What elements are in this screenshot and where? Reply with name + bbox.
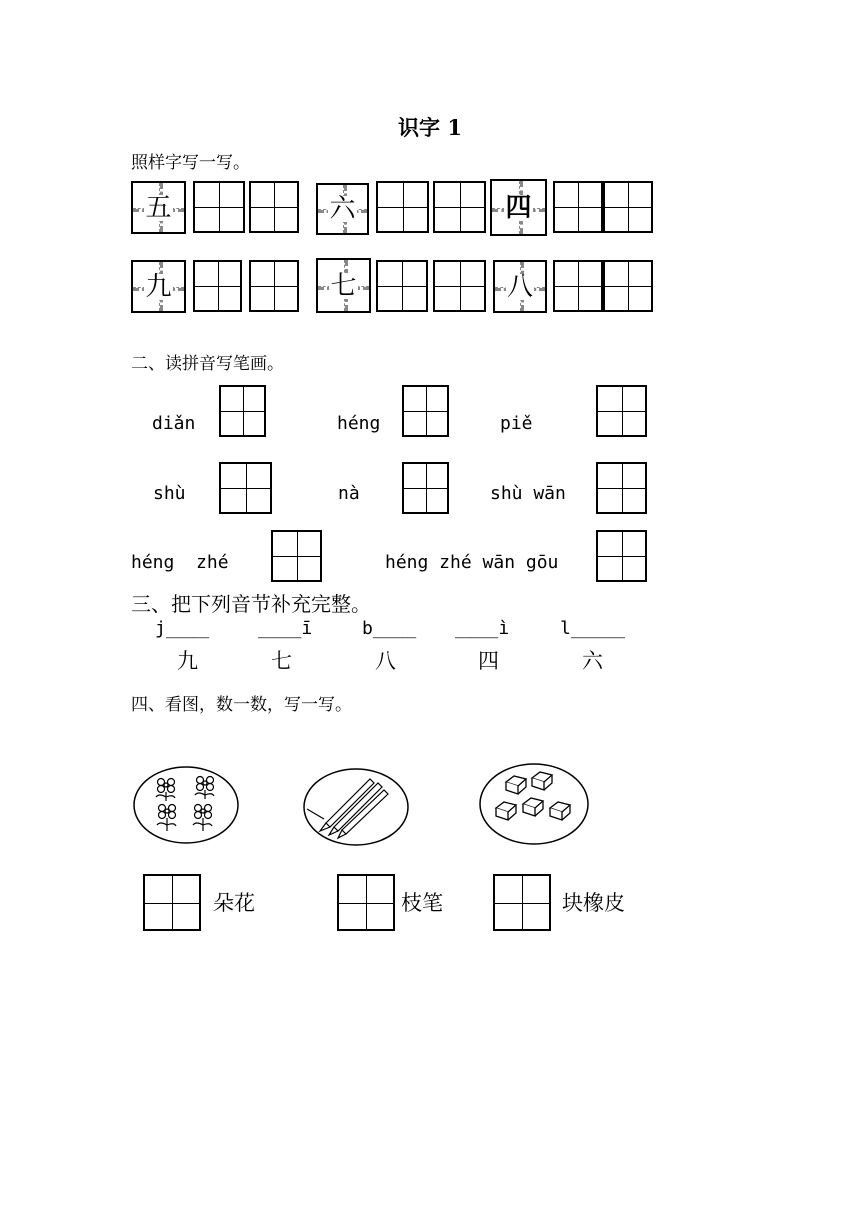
section1-heading: 照样字写一写。: [131, 153, 250, 173]
syllable-blank-5[interactable]: l_____: [560, 618, 626, 639]
section4-heading: 四、看图，数一数，写一写。: [131, 695, 352, 715]
answer-box-flowers[interactable]: [143, 874, 201, 931]
syllable-blank-2[interactable]: ____ī: [258, 618, 313, 639]
writing-box[interactable]: [603, 260, 653, 312]
sample-char-4: 九: [145, 271, 172, 302]
sample-box-6: [493, 260, 547, 313]
flowers-picture: [133, 765, 241, 845]
syllable-char-3: 八: [375, 649, 396, 673]
writing-box[interactable]: [603, 181, 653, 233]
pencils-picture: [302, 767, 410, 847]
syllable-blank-3[interactable]: b____: [362, 618, 417, 639]
pinyin-pie: piě: [500, 413, 533, 434]
writing-box[interactable]: [553, 181, 603, 233]
writing-box[interactable]: [433, 260, 486, 312]
pinyin-na: nà: [338, 483, 360, 504]
stroke-box[interactable]: [596, 530, 647, 582]
syllable-char-4: 四: [478, 649, 499, 673]
writing-box[interactable]: [376, 181, 429, 233]
pinyin-shu: shù: [153, 483, 186, 504]
label-erasers: 块橡皮: [562, 891, 625, 915]
erasers-picture: [478, 762, 590, 846]
writing-box[interactable]: [376, 260, 428, 312]
sample-box-3: [490, 179, 547, 236]
writing-box[interactable]: [433, 181, 486, 233]
pinyin-heng: héng: [337, 413, 381, 434]
syllable-char-2: 七: [271, 649, 292, 673]
answer-box-pencils[interactable]: [337, 874, 395, 931]
pinyin-shu-wan: shù wān: [490, 483, 566, 504]
syllable-blank-4[interactable]: ____ì: [455, 618, 510, 639]
answer-box-erasers[interactable]: [493, 874, 551, 931]
sample-char-1: 五: [145, 192, 172, 223]
syllable-char-1: 九: [177, 649, 198, 673]
label-flowers: 朵花: [213, 891, 255, 915]
syllable-blank-1[interactable]: j____: [155, 618, 210, 639]
sample-box-2: [316, 183, 369, 235]
stroke-box[interactable]: [271, 530, 322, 582]
sample-char-6: 八: [506, 271, 533, 302]
syllable-char-5: 六: [582, 649, 603, 673]
sample-char-3: 四: [505, 192, 532, 223]
pinyin-heng-zhe: héng zhé: [131, 552, 229, 573]
stroke-box[interactable]: [402, 385, 449, 437]
stroke-box[interactable]: [596, 462, 647, 514]
stroke-box[interactable]: [402, 462, 449, 514]
page-title: 识字 1: [398, 115, 462, 140]
sample-box-5: [316, 258, 371, 313]
label-pencils: 枝笔: [401, 891, 443, 915]
pinyin-heng-zhe-wan-gou: héng zhé wān gōu: [385, 552, 559, 573]
stroke-box[interactable]: [219, 462, 272, 514]
writing-box[interactable]: [193, 181, 245, 233]
sample-char-2: 六: [329, 194, 356, 224]
sample-box-4: [131, 260, 186, 313]
section3-heading: 三、把下列音节补充完整。: [131, 592, 371, 616]
pinyin-dian: diǎn: [152, 413, 196, 434]
stroke-box[interactable]: [596, 385, 647, 437]
writing-box[interactable]: [553, 260, 603, 312]
writing-box[interactable]: [249, 260, 299, 312]
stroke-box[interactable]: [219, 385, 266, 437]
writing-box[interactable]: [249, 181, 299, 233]
section2-heading: 二、读拼音写笔画。: [131, 354, 284, 374]
writing-box[interactable]: [193, 260, 242, 312]
sample-char-5: 七: [330, 270, 357, 301]
sample-box-1: [131, 181, 186, 234]
